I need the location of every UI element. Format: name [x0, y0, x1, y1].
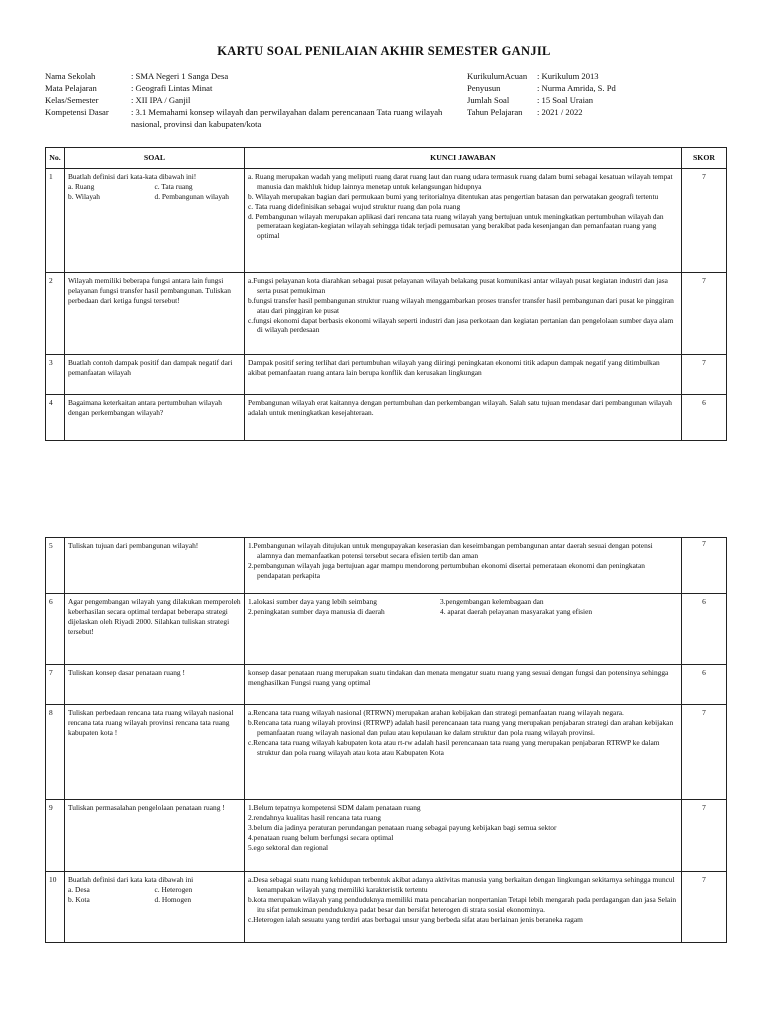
- answer-item: c.fungsi ekonomi dapat berbasis ekonomi wilayah seperti industri dan jasa perkotaan dan kegiatan pertanian dan pengelolaan sumber daya alam di wilayah perdesaan: [248, 315, 674, 335]
- table-row: [46, 594, 727, 665]
- table-header-row: [46, 148, 727, 169]
- table-row: [46, 538, 727, 594]
- info-right: [467, 70, 727, 118]
- table-row: [46, 800, 727, 872]
- question-option: a. Ruang: [68, 181, 95, 191]
- row-number: 4: [46, 394, 65, 440]
- answer-item: 3.pengembangan kelembagaan dan: [440, 597, 544, 606]
- info-value: : XII IPA / Ganjil: [131, 95, 191, 106]
- question-text: Tuliskan tujuan dari pembangunan wilayah!: [68, 541, 199, 550]
- info-row-school: [45, 70, 465, 82]
- answer-cell: [245, 272, 682, 354]
- header-soal: SOAL: [65, 148, 245, 169]
- info-label: KurikulumAcuan: [467, 71, 528, 81]
- question-options-row: [68, 895, 241, 905]
- info-row-subject: [45, 82, 465, 94]
- question-option: a. Desa: [68, 884, 90, 894]
- question-cell: [65, 665, 245, 705]
- answer-item: 4. aparat daerah pelayanan masyarakat yang efisien: [440, 606, 593, 616]
- question-text: Wilayah memiliki beberapa fungsi antara lain fungsi pelayanan fungsi transfer hasil pembangunan. Tuliskan perbedaan dari ketiga fungsi tersebut!: [68, 275, 231, 305]
- score-cell: 6: [682, 665, 727, 705]
- answer-item: b.kota merupakan wilayah yang penduduknya memiliki mata pencaharian nonpertanian Tetapi lebih mengarah pada perdagangan dan jasa Selain itu sifat pemukiman penduduknya padat besar dan bersifat heterogen di strata sosial ekonominya.: [248, 894, 677, 914]
- answer-cell: [245, 872, 682, 943]
- info-value: : 15 Soal Uraian: [537, 95, 594, 106]
- question-option: d. Pembangunan wilayah: [154, 191, 230, 201]
- info-row-year: [467, 106, 727, 118]
- score-cell: 7: [682, 872, 727, 943]
- answer-item: b.fungsi transfer hasil pembangunan struktur ruang wilayah menggambarkan proses transfer transfer hasil pembangunan dari pusat ke pinggiran atau dari pinggiran ke pusat: [248, 295, 674, 315]
- answer-item: c. Tata ruang didefinisikan sebagai wujud struktur ruang dan pola ruang: [248, 201, 461, 211]
- info-value: : Kurikulum 2013: [537, 71, 599, 81]
- question-text: Tuliskan konsep dasar penataan ruang !: [68, 668, 185, 677]
- row-number: 9: [46, 800, 65, 872]
- answer-cell: [245, 705, 682, 800]
- info-row-class: [45, 94, 465, 106]
- answer-item: 2.rendahnya kualitas hasil rencana tata ruang: [248, 812, 381, 822]
- answer-item: a.Fungsi pelayanan kota diarahkan sebagai pusat pelayanan wilayah belakang pusat komunikasi antar wilayah pusat kegiatan industri dan jasa serta pusat pemukiman: [248, 275, 668, 295]
- table-row: [46, 705, 727, 800]
- row-number: 6: [46, 594, 65, 665]
- question-cell: [65, 272, 245, 354]
- info-value: : 2021 / 2022: [537, 107, 583, 118]
- score-cell: 7: [682, 168, 727, 272]
- question-text: Buatlah definisi dari kata-kata dibawah ini!: [68, 171, 197, 181]
- question-option: c. Heterogen: [154, 884, 193, 894]
- question-options-row: [68, 885, 241, 895]
- answer-item: a. Ruang merupakan wadah yang meliputi ruang darat ruang laut dan ruang udara termasuk ruang dalam bumi sebagai kesatuan wilayah tempat manusia dan makhluk hidup lainnya menetap untuk kelangsungan hidupnya: [248, 171, 673, 191]
- question-text: Buatlah definisi dari kata kata dibawah ini: [68, 875, 194, 884]
- answer-cell: [245, 538, 682, 594]
- question-text: Agar pengembangan wilayah yang dilakukan memperoleh keberhasilan secara optimal terdapat beberapa strategi dijelaskan oleh Riyadi 2000. Silahkan tuliskan strategi tersebut!: [68, 597, 241, 636]
- answer-pair-row: [248, 597, 678, 607]
- question-text: Bagaimana keterkaitan antara pertumbuhan wilayah dengan perkembangan wilayah?: [68, 397, 222, 417]
- info-row-author: [467, 82, 727, 94]
- question-option: c. Tata ruang: [154, 181, 193, 191]
- question-option: b. Kota: [68, 894, 90, 904]
- header-kunci: KUNCI JAWABAN: [245, 148, 682, 169]
- question-cell: [65, 168, 245, 272]
- score-cell: 7: [682, 354, 727, 394]
- answer-item: a.Rencana tata ruang wilayah nasional (RTRWN) merupakan arahan kebijakan dan strategi pemanfaatan ruang wilayah negara.: [248, 708, 624, 717]
- answer-item: 1.Pembangunan wilayah ditujukan untuk mengupayakan keserasian dan keseimbangan pembangunan antar daerah sesuai dengan potensi alamnya dan memanfaatkan potensi tersebut secara efisien tertib dan aman: [248, 541, 653, 560]
- question-options-row: [68, 192, 241, 202]
- info-value: : Nurma Amrida, S. Pd: [537, 83, 616, 94]
- table-row: [46, 394, 727, 440]
- answer-item: konsep dasar penataan ruang merupakan suatu tindakan dan menata mengatur suatu ruang yang sesuai dengan fungsi dan potensinya sehingga menghasilkan Fungsi ruang yang optimal: [248, 668, 669, 687]
- answer-item: 1.alokasi sumber daya yang lebih seimbang: [248, 597, 377, 606]
- info-label: Mata Pelajaran: [45, 83, 97, 94]
- question-cell: [65, 594, 245, 665]
- table-row: [46, 272, 727, 354]
- info-label: Nama Sekolah: [45, 71, 96, 81]
- answer-cell: [245, 665, 682, 705]
- score-cell: 7: [682, 272, 727, 354]
- table-row: [46, 354, 727, 394]
- info-left: [45, 70, 465, 130]
- question-option: b. Wilayah: [68, 191, 100, 201]
- answer-cell: [245, 394, 682, 440]
- row-number: 1: [46, 168, 65, 272]
- answer-item: 2.pembangunan wilayah juga bertujuan agar mampu mendorong pertumbuhan ekonomi disertai pemerataan ekonomi dan peningkatan pendapatan perkapita: [248, 560, 645, 580]
- answer-item: a.Desa sebagai suatu ruang kehidupan terbentuk akibat adanya aktivitas manusia yang berkaitan dengan lingkungan sekitarnya sehingga muncul kenampakan wilayah yang memiliki karakteristik tertentu: [248, 875, 675, 894]
- question-option: d. Homogen: [154, 894, 192, 904]
- info-value: : SMA Negeri 1 Sanga Desa: [131, 71, 229, 81]
- answer-item: 1.Belum tepatnya kompetensi SDM dalam penataan ruang: [248, 803, 421, 812]
- question-cell: [65, 705, 245, 800]
- question-text: Tuliskan permasalahan pengelolaan penataan ruang !: [68, 803, 225, 812]
- header-skor: SKOR: [682, 148, 727, 169]
- question-options-row: [68, 182, 241, 192]
- row-number: 10: [46, 872, 65, 943]
- info-label: Kelas/Semester: [45, 95, 99, 106]
- answer-item: Pembangunan wilayah erat kaitannya dengan pertumbuhan dan perkembangan wilayah. Salah satu tujuan mendasar dari pembangunan wilayah adalah untuk meningkatkan kesejahteraan.: [248, 397, 672, 417]
- row-number: 7: [46, 665, 65, 705]
- info-row-competency: [45, 106, 465, 130]
- info-label: Penyusun: [467, 83, 501, 94]
- header-no: No.: [46, 148, 65, 169]
- row-number: 2: [46, 272, 65, 354]
- score-cell: 6: [682, 394, 727, 440]
- question-cell: [65, 800, 245, 872]
- score-cell: 7: [682, 538, 727, 594]
- answer-item: Dampak positif sering terlihat dari pertumbuhan wilayah yang diiringi peningkatan ekonomi titik adapun dampak negatif yang ditimbulkan akibat pemanfaatan ruang antara lain berupa konflik dan kerusakan lingkungan: [248, 357, 660, 377]
- answer-item: 4.penataan ruang belum berfungsi secara optimal: [248, 832, 394, 842]
- row-number: 3: [46, 354, 65, 394]
- info-row-question-count: [467, 94, 727, 106]
- answer-pair-row: [248, 607, 678, 617]
- answer-item: c.Rencana tata ruang wilayah kabupaten kota atau rt-rw adalah hasil perencanaan tata ruang yang merupakan penjabaran RTRWP ke dalam struktur dan pola ruang wilayah atau kota atau Kabupaten Kota: [248, 737, 660, 757]
- question-cell: [65, 872, 245, 943]
- answer-item: 2.peningkatan sumber daya manusia di daerah: [248, 606, 385, 616]
- answer-cell: [245, 800, 682, 872]
- answer-item: b. Wilayah merupakan bagian dari permukaan bumi yang teritorialnya ditentukan atas pengertian batasan dan perwatakan geografi tertentu: [248, 191, 659, 201]
- answer-item: 5.ego sektoral dan regional: [248, 842, 329, 852]
- question-text: Buatlah contoh dampak positif dan dampak negatif dari pemanfaatan wilayah: [68, 357, 233, 377]
- answer-item: d. Pembangunan wilayah merupakan aplikasi dari rencana tata ruang wilayah yang bertujuan untuk meningkatkan pertumbuhan wilayah dan pemerataan kegiatan-kegiatan wilayah sehingga tidak terjadi pemusatan yang berakibat pada kesenjangan dan pemanfaatan ruang yang optimal: [248, 211, 664, 241]
- question-cell: [65, 354, 245, 394]
- answer-cell: [245, 168, 682, 272]
- answer-item: 3.belum dia jadinya peraturan perundangan penataan ruang sebagai payung kebijakan bagi semua sektor: [248, 822, 557, 832]
- info-value: : 3.1 Memahami konsep wilayah dan perwilayahan dalam perencanaan Tata ruang wilayah nasional, provinsi dan kabupaten/kota: [131, 107, 443, 130]
- answer-cell: [245, 594, 682, 665]
- row-number: 8: [46, 705, 65, 800]
- page-title: KARTU SOAL PENILAIAN AKHIR SEMESTER GANJIL: [217, 44, 551, 58]
- info-row-curriculum: [467, 70, 727, 82]
- answer-item: b.Rencana tata ruang wilayah provinsi (RTRWP) adalah hasil perencanaan tata ruang yang merupakan penjabaran strategi dan arahan kebijakan pemanfaatan ruang wilayah nasional dan pulau atau kepulauan ke dalam struktur dan pola ruang wilayah provinsi.: [248, 717, 674, 737]
- answer-item: c.Heterogen ialah sesuatu yang terdiri atas berbagai unsur yang berbeda sifat atau berlainan jenis beraneka ragam: [248, 914, 583, 924]
- question-table-2: [45, 537, 727, 943]
- score-cell: 6: [682, 594, 727, 665]
- info-value: : Geografi Lintas Minat: [131, 83, 213, 94]
- question-cell: [65, 538, 245, 594]
- info-label: Jumlah Soal: [467, 95, 510, 106]
- answer-cell: [245, 354, 682, 394]
- info-label: Tahun Pelajaran: [467, 107, 523, 118]
- table-row: [46, 665, 727, 705]
- question-table-1: [45, 147, 727, 441]
- table-row: [46, 168, 727, 272]
- score-cell: 7: [682, 705, 727, 800]
- row-number: 5: [46, 538, 65, 594]
- question-text: Tuliskan perbedaan rencana tata ruang wilayah nasional rencana tata ruang wilayah provinsi rencana tata ruang kabupaten kota !: [68, 708, 234, 737]
- score-cell: 7: [682, 800, 727, 872]
- question-cell: [65, 394, 245, 440]
- info-label: Kompetensi Dasar: [45, 107, 109, 118]
- table-row: [46, 872, 727, 943]
